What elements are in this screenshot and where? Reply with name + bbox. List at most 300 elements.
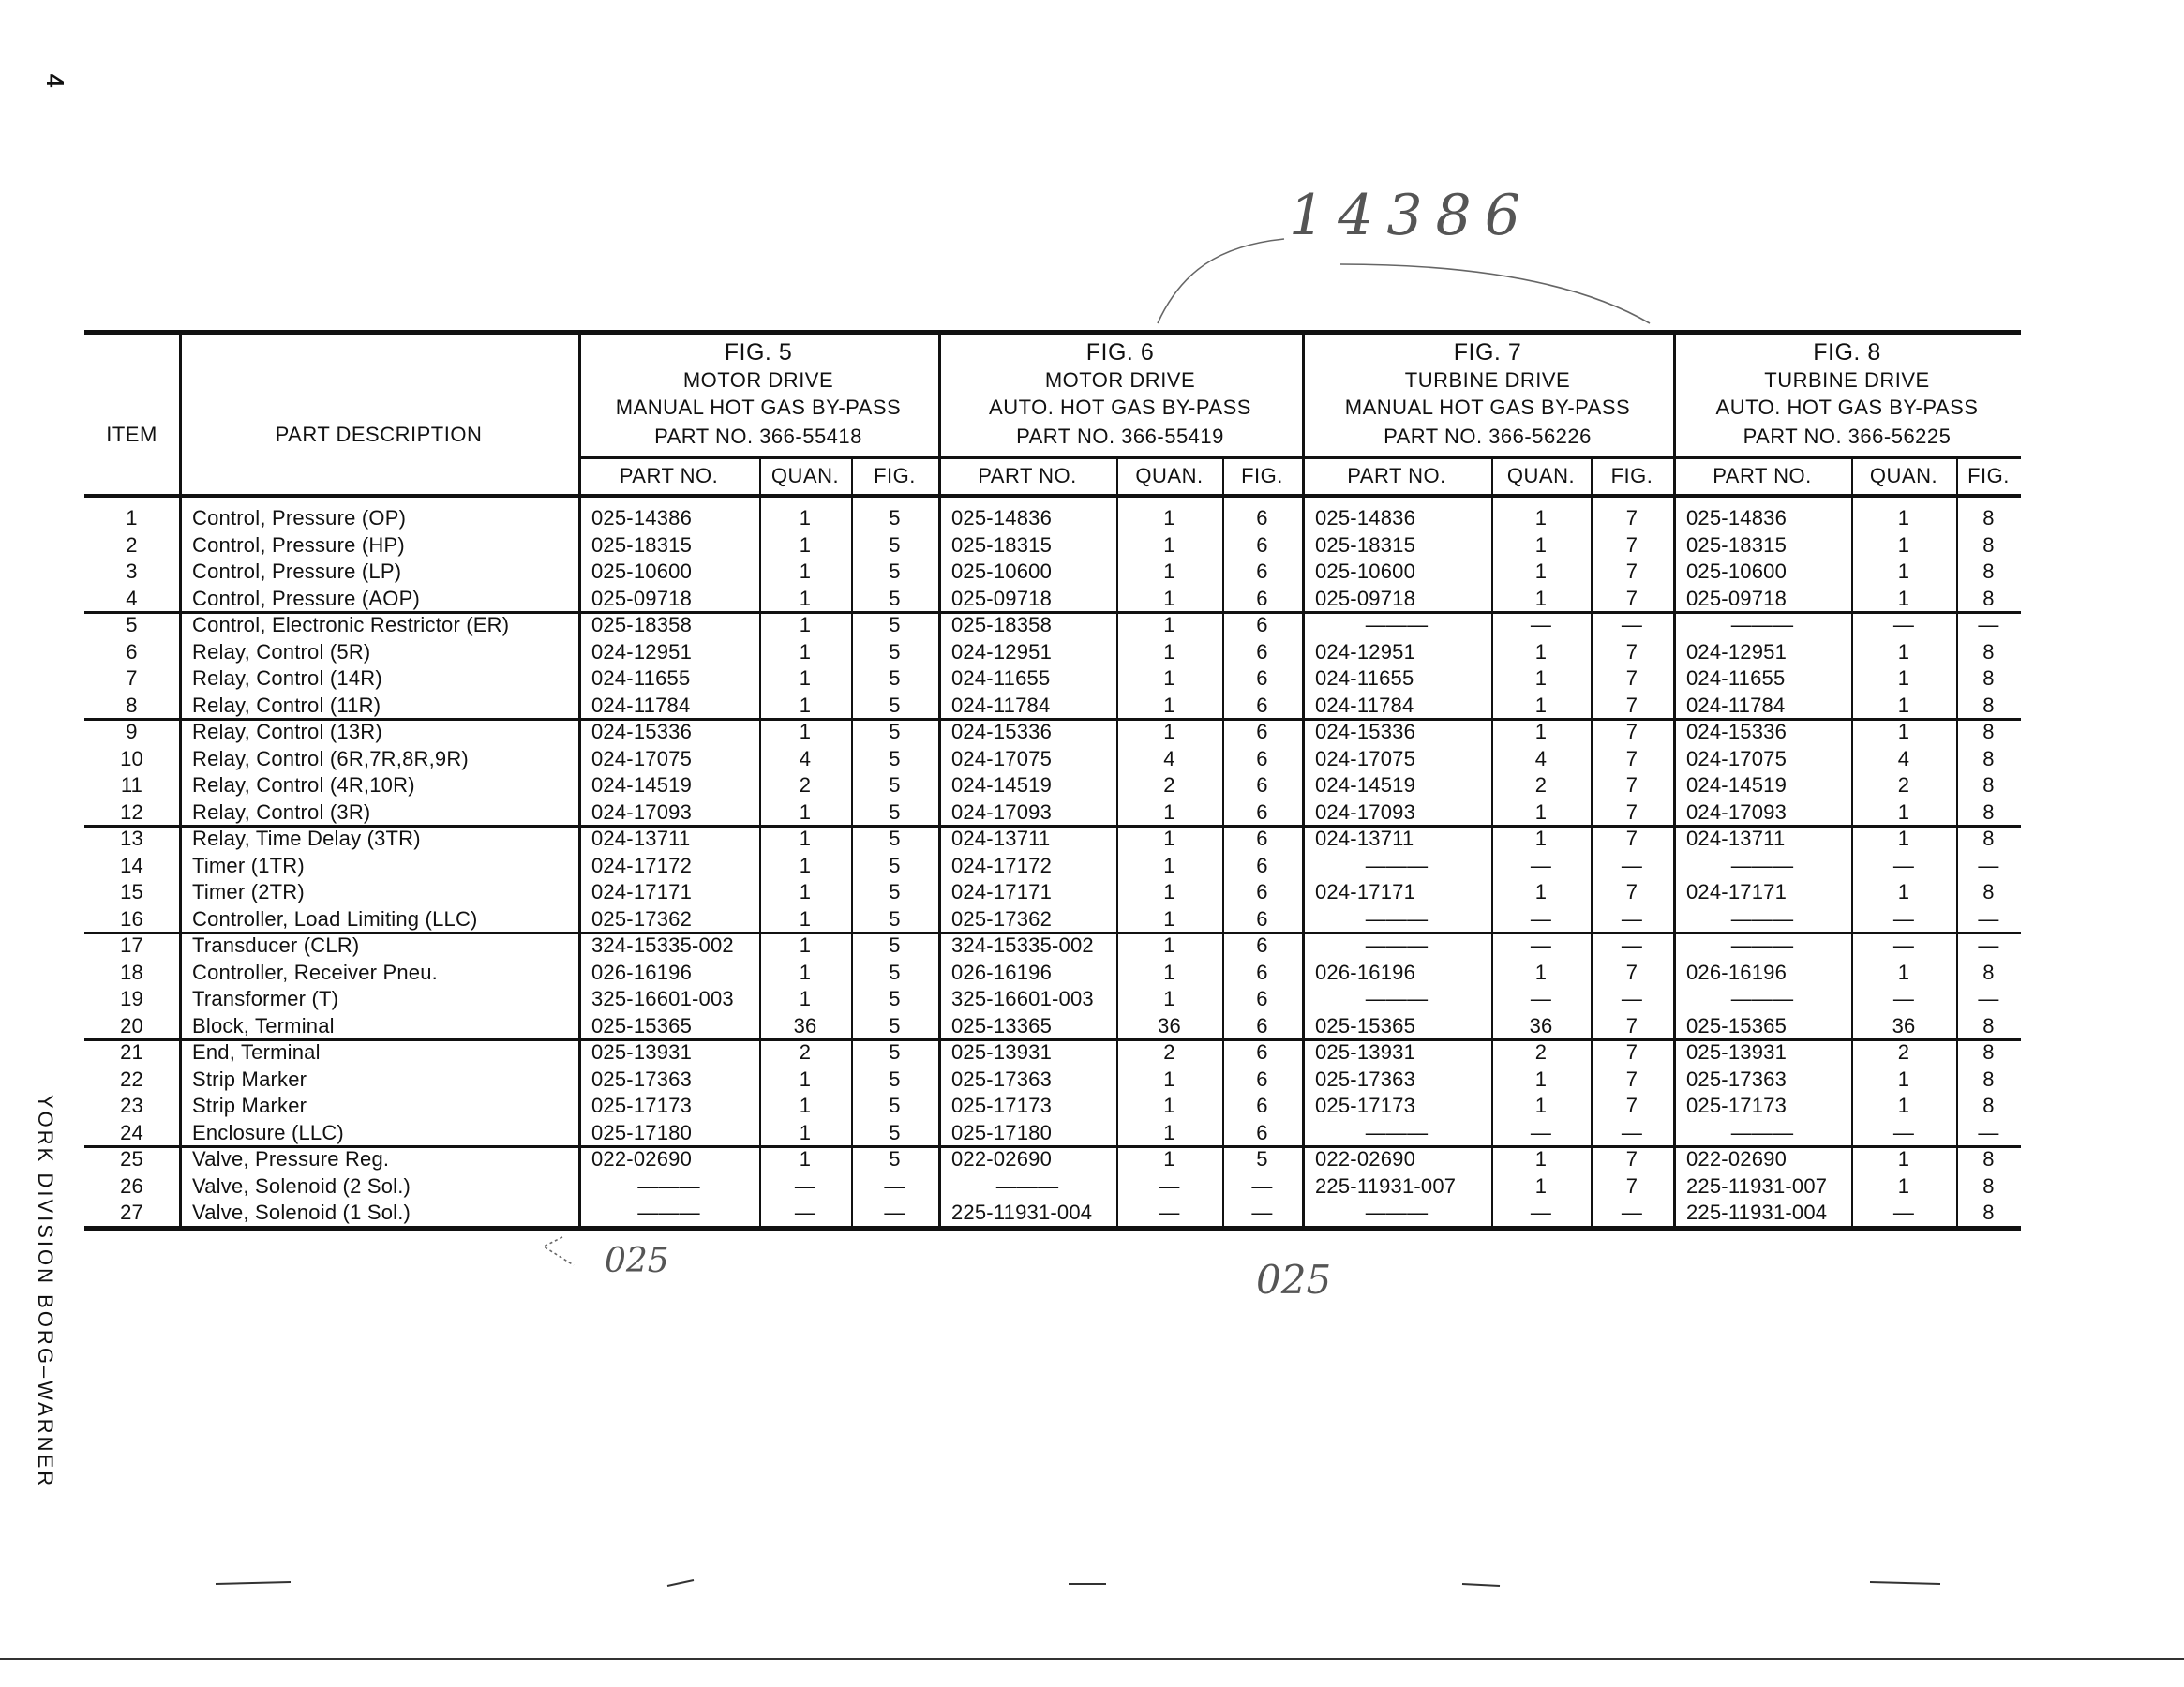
figure-number: 7	[1625, 560, 1638, 583]
quantity: 1	[1534, 532, 1548, 557]
part-description: Valve, Pressure Reg.	[192, 1147, 390, 1171]
quantity: 1	[1534, 960, 1548, 984]
part-number: 024-12951	[1686, 639, 1788, 664]
part-number: 025-13931	[591, 1040, 693, 1064]
part-number: ———	[1365, 1120, 1429, 1144]
quantity: 1	[1897, 506, 1910, 530]
item-number: 13	[120, 827, 143, 850]
part-description: Transformer (T)	[192, 987, 339, 1010]
figure-number: 8	[1982, 773, 1995, 797]
part-number: 024-14519	[591, 773, 693, 797]
part-number: 024-17171	[1315, 880, 1416, 903]
part-number: 026-16196	[1686, 960, 1788, 984]
part-number: 026-16196	[1315, 960, 1416, 984]
quantity: 1	[1534, 506, 1548, 530]
quantity: 1	[1897, 960, 1910, 984]
figure-number: 7	[1625, 639, 1638, 664]
part-description: Controller, Receiver Pneu.	[192, 960, 438, 984]
quantity: 1	[1534, 720, 1548, 743]
figure-number: 6	[1256, 532, 1268, 557]
quantity: 1	[799, 586, 812, 610]
quantity: 1	[1534, 1173, 1548, 1198]
quantity: 1	[799, 639, 812, 664]
part-number: 025-17180	[591, 1120, 693, 1144]
part-number: 024-12951	[1315, 639, 1416, 664]
quantity: 1	[1163, 720, 1175, 743]
figure-number: 5	[889, 532, 901, 557]
figure-number: 8	[1982, 586, 1995, 610]
figure-number: 6	[1256, 586, 1268, 610]
quantity: 36	[1158, 1013, 1181, 1038]
part-number: 024-17171	[951, 880, 1053, 903]
item-number: 9	[126, 720, 138, 743]
part-number: ———	[1730, 853, 1794, 877]
item-number: 22	[120, 1067, 143, 1091]
quantity: 1	[1534, 560, 1548, 583]
figure-number: 7	[1625, 799, 1638, 824]
figure-number: 6	[1256, 827, 1268, 850]
quantity: 1	[799, 906, 812, 931]
figure-number: 5	[889, 799, 901, 824]
figure-number: 7	[1625, 827, 1638, 850]
part-number: ———	[637, 1201, 700, 1224]
quantity: 1	[799, 693, 812, 717]
figure-number: 8	[1982, 693, 1995, 717]
quantity: —	[1530, 613, 1552, 636]
part-description: Timer (1TR)	[192, 853, 305, 877]
figure-number: 5	[1256, 1147, 1268, 1171]
part-number: 022-02690	[1686, 1147, 1788, 1171]
part-number: 025-15365	[1315, 1013, 1416, 1038]
part-number: ———	[1365, 906, 1429, 931]
quantity: 1	[1534, 586, 1548, 610]
item-number: 25	[120, 1147, 143, 1171]
figure-number: 5	[889, 933, 901, 957]
figure-number: 8	[1982, 506, 1995, 530]
figure-number: 5	[889, 1040, 901, 1064]
part-number: 024-14519	[1315, 773, 1416, 797]
figure-number: 8	[1982, 560, 1995, 583]
part-description: Valve, Solenoid (2 Sol.)	[192, 1173, 411, 1198]
part-number: 025-13365	[951, 1013, 1053, 1038]
handwritten-note-left: 025	[605, 1242, 669, 1280]
part-description: Timer (2TR)	[192, 880, 305, 903]
part-number: 025-18358	[951, 613, 1053, 636]
quantity: 2	[799, 773, 812, 797]
figure-number: 8	[1982, 746, 1995, 770]
quantity: 1	[1163, 853, 1175, 877]
part-description: Relay, Control (11R)	[192, 693, 381, 717]
part-number: 025-15365	[1686, 1013, 1788, 1038]
subheader-quan: QUAN.	[1506, 464, 1576, 487]
part-number: 025-17362	[951, 906, 1053, 931]
part-number: 025-10600	[1315, 560, 1416, 583]
part-number: 024-14519	[1686, 773, 1788, 797]
group-fig-title: FIG. 7	[1453, 339, 1522, 366]
figure-number: —	[1621, 987, 1643, 1010]
quantity: 4	[1897, 746, 1910, 770]
figure-number: —	[1251, 1201, 1273, 1224]
part-number: 024-11784	[951, 693, 1051, 717]
part-number: 025-10600	[1686, 560, 1788, 583]
part-number: ———	[1730, 906, 1794, 931]
subheader-fig: FIG.	[1967, 464, 2010, 487]
figure-number: 8	[1982, 880, 1995, 903]
item-number: 5	[126, 613, 138, 636]
quantity: 1	[1897, 1067, 1910, 1091]
subheader-quan: QUAN.	[1869, 464, 1938, 487]
quantity: 1	[1163, 613, 1175, 636]
quantity: —	[1530, 853, 1552, 877]
quantity: 1	[1163, 639, 1175, 664]
part-number: 025-17173	[951, 1094, 1053, 1117]
item-number: 17	[120, 933, 143, 957]
group-assembly-part-no: PART NO. 366-56225	[1743, 425, 1952, 448]
figure-number: 7	[1625, 960, 1638, 984]
figure-number: —	[1621, 1120, 1643, 1144]
part-description: Control, Pressure (LP)	[192, 560, 402, 583]
item-number: 2	[126, 532, 138, 557]
part-number: 024-17093	[1686, 799, 1788, 824]
figure-number: 5	[889, 1067, 901, 1091]
figure-number: 8	[1982, 827, 1995, 850]
quantity: —	[1530, 933, 1552, 957]
part-description: Relay, Control (6R,7R,8R,9R)	[192, 746, 469, 770]
quantity: 2	[1534, 773, 1548, 797]
figure-number: 7	[1625, 666, 1638, 690]
part-number: 025-09718	[1686, 586, 1788, 610]
figure-number: 5	[889, 960, 901, 984]
figure-number: —	[1978, 906, 1999, 931]
quantity: 1	[799, 960, 812, 984]
part-number: 025-18315	[951, 532, 1053, 557]
item-number: 1	[126, 506, 138, 530]
part-number: 024-11784	[1315, 693, 1414, 717]
subheader-quan: QUAN.	[1135, 464, 1204, 487]
page-number: 4	[41, 73, 70, 88]
quantity: 1	[1897, 639, 1910, 664]
quantity: 1	[799, 1120, 812, 1144]
part-number: 225-11931-004	[1686, 1201, 1828, 1224]
part-number: 026-16196	[591, 960, 693, 984]
quantity: 1	[1897, 720, 1910, 743]
figure-number: —	[1978, 933, 1999, 957]
figure-number: 6	[1256, 773, 1268, 797]
figure-number: 6	[1256, 1120, 1268, 1144]
figure-number: 5	[889, 586, 901, 610]
figure-number: 8	[1982, 1067, 1995, 1091]
figure-number: 8	[1982, 960, 1995, 984]
part-description: Relay, Time Delay (3TR)	[192, 827, 421, 850]
part-number: 025-17363	[951, 1067, 1053, 1091]
item-number: 16	[120, 906, 143, 931]
part-number: 024-17172	[951, 853, 1053, 877]
handwritten-note-mid: 025	[1256, 1257, 1332, 1303]
quantity: 2	[1163, 773, 1175, 797]
part-number: 025-10600	[951, 560, 1053, 583]
part-number: 026-16196	[951, 960, 1053, 984]
figure-number: 8	[1982, 639, 1995, 664]
part-number: 024-12951	[951, 639, 1053, 664]
quantity: 1	[1163, 666, 1175, 690]
quantity: 2	[799, 1040, 812, 1064]
figure-number: 5	[889, 560, 901, 583]
quantity: —	[1530, 1120, 1552, 1144]
quantity: —	[1530, 1201, 1552, 1224]
part-number: 025-09718	[951, 586, 1053, 610]
quantity: —	[1892, 933, 1915, 957]
part-description: Control, Electronic Restrictor (ER)	[192, 613, 510, 636]
figure-number: 5	[889, 693, 901, 717]
figure-number: 6	[1256, 1067, 1268, 1091]
group-fig-title: FIG. 8	[1813, 339, 1881, 366]
quantity: 1	[1534, 639, 1548, 664]
group-bypass: MANUAL HOT GAS BY-PASS	[1344, 396, 1631, 419]
figure-number: 6	[1256, 639, 1268, 664]
part-description: Relay, Control (5R)	[192, 639, 371, 664]
part-number: 025-17173	[1686, 1094, 1788, 1117]
subheader-quan: QUAN.	[770, 464, 840, 487]
figure-number: 8	[1982, 532, 1995, 557]
figure-number: 5	[889, 613, 901, 636]
figure-number: 6	[1256, 746, 1268, 770]
quantity: 1	[1163, 1067, 1175, 1091]
part-description: Strip Marker	[192, 1094, 307, 1117]
quantity: —	[1892, 1201, 1915, 1224]
figure-number: 8	[1982, 1040, 1995, 1064]
group-bypass: AUTO. HOT GAS BY-PASS	[1715, 396, 1979, 419]
quantity: 2	[1897, 773, 1910, 797]
quantity: —	[1892, 613, 1915, 636]
part-number: ———	[637, 1173, 700, 1198]
quantity: 1	[1163, 586, 1175, 610]
figure-number: 8	[1982, 1094, 1995, 1117]
part-number: 024-12951	[591, 639, 693, 664]
part-number: ———	[995, 1173, 1059, 1198]
quantity: —	[1892, 853, 1915, 877]
part-number: 022-02690	[591, 1147, 693, 1171]
quantity: 1	[799, 799, 812, 824]
figure-number: —	[1621, 906, 1643, 931]
quantity: 1	[1163, 827, 1175, 850]
part-description: Controller, Load Limiting (LLC)	[192, 906, 478, 931]
figure-number: —	[1621, 853, 1643, 877]
figure-number: 6	[1256, 693, 1268, 717]
item-number: 12	[120, 799, 143, 824]
part-number: 025-13931	[1686, 1040, 1788, 1064]
quantity: —	[794, 1201, 816, 1224]
figure-number: 8	[1982, 1147, 1995, 1171]
quantity: 1	[1534, 880, 1548, 903]
part-number: 025-17363	[1315, 1067, 1416, 1091]
subheader-fig: FIG.	[874, 464, 916, 487]
figure-number: —	[1251, 1173, 1273, 1198]
item-number: 18	[120, 960, 143, 984]
quantity: 1	[1163, 933, 1175, 957]
figure-number: 6	[1256, 1094, 1268, 1117]
part-number: 024-17172	[591, 853, 693, 877]
figure-number: 6	[1256, 666, 1268, 690]
item-number: 7	[126, 666, 138, 690]
quantity: 1	[799, 827, 812, 850]
quantity: 1	[799, 987, 812, 1010]
part-number: 025-14386	[591, 506, 693, 530]
quantity: 1	[1897, 1094, 1910, 1117]
figure-number: 7	[1625, 1040, 1638, 1064]
quantity: —	[1159, 1173, 1180, 1198]
figure-number: 7	[1625, 1094, 1638, 1117]
quantity: 1	[1163, 506, 1175, 530]
bottom-rule	[84, 1226, 2021, 1231]
quantity: 1	[799, 1147, 812, 1171]
quantity: 1	[1534, 1147, 1548, 1171]
quantity: —	[1159, 1201, 1180, 1224]
part-description: Relay, Control (14R)	[192, 666, 382, 690]
figure-number: 5	[889, 720, 901, 743]
group-fig-title: FIG. 5	[724, 339, 793, 366]
part-number: 025-15365	[591, 1013, 693, 1038]
part-number: 022-02690	[951, 1147, 1053, 1171]
part-number: 024-11784	[1686, 693, 1786, 717]
header-bottom-rule	[84, 494, 2021, 498]
figure-number: 7	[1625, 1173, 1638, 1198]
figure-number: 5	[889, 506, 901, 530]
part-number: 024-13711	[591, 827, 691, 850]
part-number: 024-17075	[951, 746, 1053, 770]
part-number: 024-15336	[951, 720, 1053, 743]
part-number: ———	[1365, 933, 1429, 957]
part-number: ———	[1730, 613, 1794, 636]
quantity: 2	[1163, 1040, 1175, 1064]
quantity: 1	[799, 506, 812, 530]
figure-number: 6	[1256, 560, 1268, 583]
part-number: 025-09718	[1315, 586, 1416, 610]
quantity: 1	[1534, 693, 1548, 717]
part-number: 025-18358	[591, 613, 693, 636]
part-number: 025-17363	[1686, 1067, 1788, 1091]
quantity: 1	[799, 560, 812, 583]
item-number: 14	[120, 853, 143, 877]
part-number: 225-11931-007	[1686, 1173, 1828, 1198]
group-assembly-part-no: PART NO. 366-55418	[654, 425, 862, 448]
quantity: 1	[1163, 693, 1175, 717]
subheader-part-no: PART NO.	[1713, 464, 1812, 487]
quantity: 1	[1534, 1094, 1548, 1117]
part-number: 024-11655	[1686, 666, 1786, 690]
part-description: Block, Terminal	[192, 1013, 335, 1038]
figure-number: 7	[1625, 746, 1638, 770]
quantity: 1	[1163, 1094, 1175, 1117]
group-drive: MOTOR DRIVE	[682, 368, 834, 392]
figure-number: 8	[1982, 720, 1995, 743]
part-description: Control, Pressure (AOP)	[192, 586, 421, 610]
item-number: 21	[120, 1040, 143, 1064]
part-number: 025-17362	[591, 906, 693, 931]
figure-number: —	[1978, 987, 1999, 1010]
figure-number: 5	[889, 987, 901, 1010]
part-number: 025-14836	[951, 506, 1053, 530]
figure-number: 7	[1625, 506, 1638, 530]
part-number: 024-17093	[951, 799, 1053, 824]
subheader-part-no: PART NO.	[978, 464, 1077, 487]
part-number: 024-17075	[591, 746, 693, 770]
quantity: 1	[799, 720, 812, 743]
quantity: 2	[1534, 1040, 1548, 1064]
item-number: 6	[126, 639, 138, 664]
quantity: 1	[1897, 532, 1910, 557]
quantity: 1	[1897, 880, 1910, 903]
item-number: 11	[120, 773, 143, 797]
quantity: 1	[799, 853, 812, 877]
part-number: 025-13931	[951, 1040, 1053, 1064]
quantity: 1	[1534, 799, 1548, 824]
part-number: 025-14836	[1686, 506, 1788, 530]
figure-number: 6	[1256, 880, 1268, 903]
quantity: 1	[1534, 1067, 1548, 1091]
figure-number: 7	[1625, 1147, 1638, 1171]
quantity: —	[1892, 987, 1915, 1010]
figure-number: —	[1621, 1201, 1643, 1224]
group-drive: TURBINE DRIVE	[1404, 368, 1571, 392]
group-bypass: AUTO. HOT GAS BY-PASS	[989, 396, 1251, 419]
quantity: 36	[793, 1013, 817, 1038]
part-number: 025-17173	[1315, 1094, 1416, 1117]
quantity: 1	[799, 666, 812, 690]
part-number: 025-17363	[591, 1067, 693, 1091]
figure-number: 6	[1256, 613, 1268, 636]
part-number: 024-13711	[1686, 827, 1786, 850]
side-footer-text: YORK DIVISION BORG–WARNER	[34, 1095, 57, 1489]
figure-number: —	[884, 1173, 905, 1198]
quantity: 1	[799, 1094, 812, 1117]
figure-number: 5	[889, 853, 901, 877]
quantity: 1	[1897, 1147, 1910, 1171]
part-number: ———	[1730, 933, 1794, 957]
quantity: 1	[1534, 827, 1548, 850]
part-number: 325-16601-003	[591, 987, 734, 1010]
quantity: 1	[1534, 666, 1548, 690]
quantity: 1	[1163, 960, 1175, 984]
quantity: 36	[1529, 1013, 1553, 1038]
group-header-rule	[578, 456, 2021, 459]
subheader-part-no: PART NO.	[1347, 464, 1446, 487]
figure-number: 7	[1625, 773, 1638, 797]
item-number: 3	[126, 560, 138, 583]
part-description: Control, Pressure (OP)	[192, 506, 407, 530]
part-number: 025-14836	[1315, 506, 1416, 530]
item-number: 26	[120, 1173, 143, 1198]
quantity: 1	[1897, 1173, 1910, 1198]
item-number: 15	[120, 880, 143, 903]
subheader-part-no: PART NO.	[619, 464, 719, 487]
figure-number: 6	[1256, 1013, 1268, 1038]
part-description: Relay, Control (4R,10R)	[192, 773, 415, 797]
quantity: 1	[1897, 693, 1910, 717]
figure-number: —	[1621, 613, 1643, 636]
group-drive: TURBINE DRIVE	[1764, 368, 1930, 392]
figure-number: 6	[1256, 906, 1268, 931]
quantity: 1	[1163, 880, 1175, 903]
figure-number: 5	[889, 773, 901, 797]
part-number: ———	[1365, 987, 1429, 1010]
quantity: —	[794, 1173, 816, 1198]
part-number: ———	[1730, 1120, 1794, 1144]
quantity: —	[1892, 1120, 1915, 1144]
figure-number: —	[1978, 613, 1999, 636]
header-item: ITEM	[106, 423, 157, 446]
subheader-fig: FIG.	[1610, 464, 1653, 487]
part-number: 324-15335-002	[951, 933, 1094, 957]
